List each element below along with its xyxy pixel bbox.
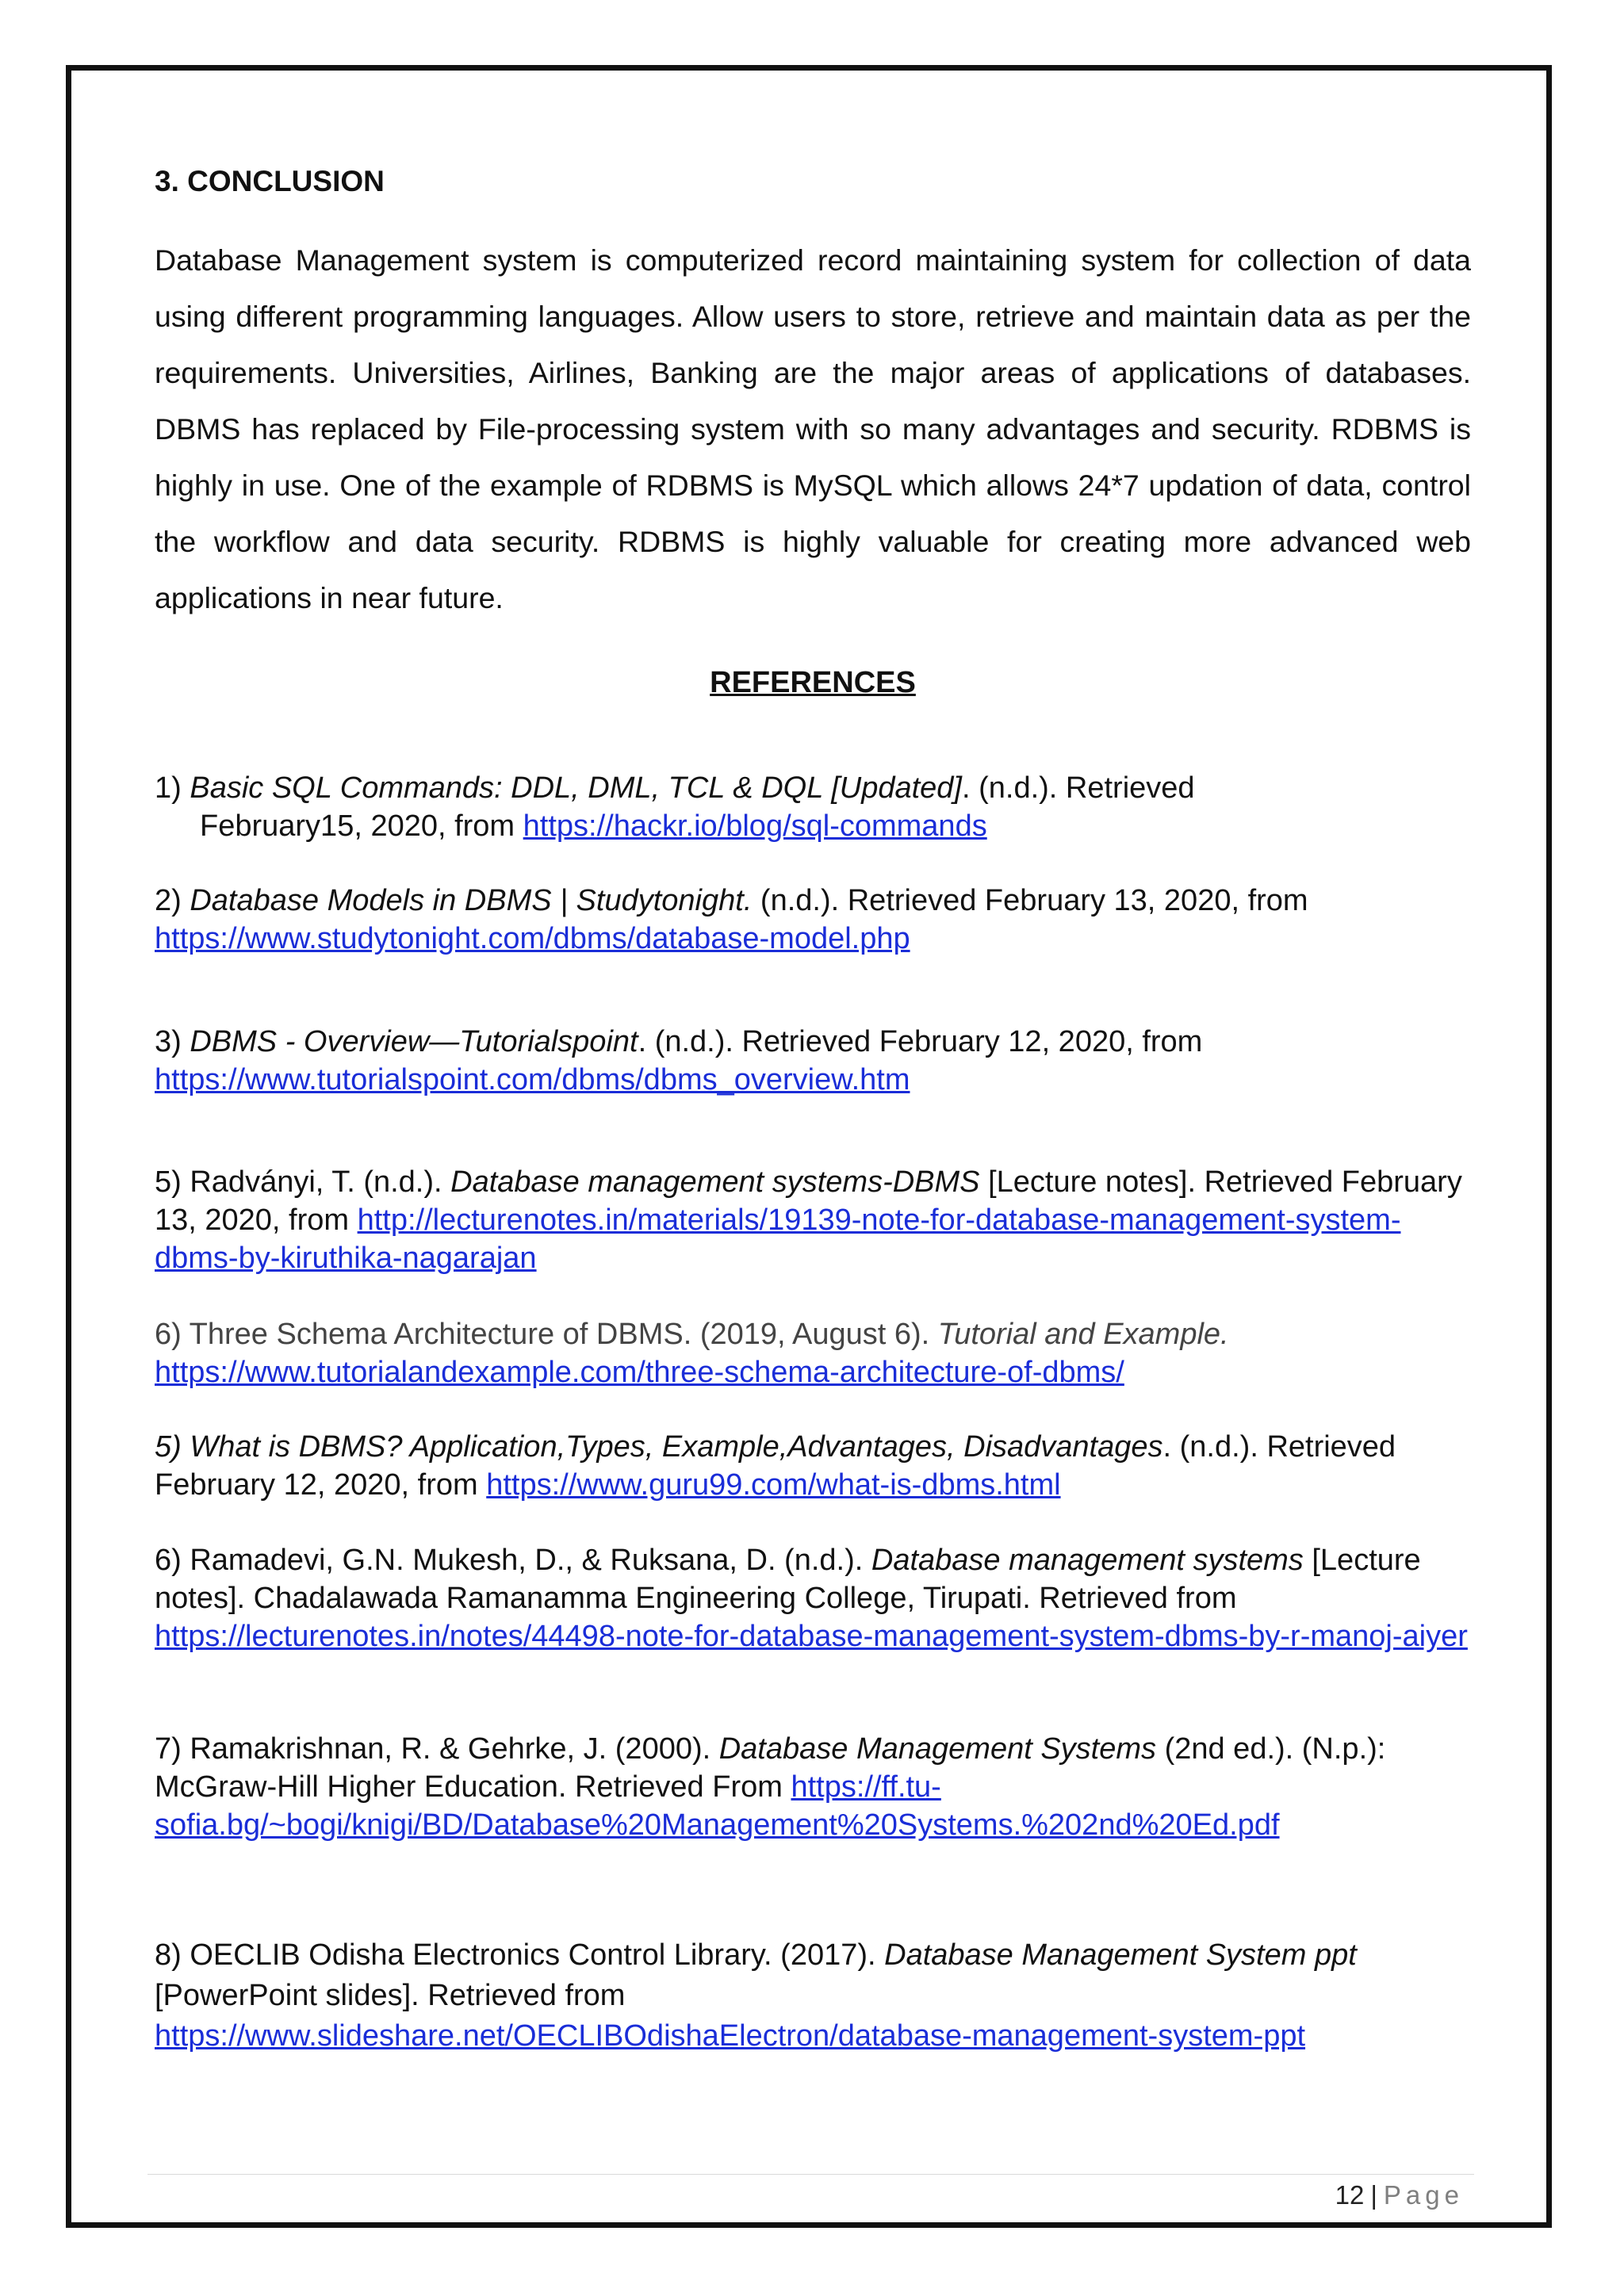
reference-link[interactable]: https://lecturenotes.in/notes/44498-note-for-database-management-system-dbms-by-r-manoj-aiyer xyxy=(155,1620,1468,1653)
page-number: 12 xyxy=(1335,2180,1365,2210)
footer-divider xyxy=(147,2174,1474,2175)
reference-item: 6) Three Schema Architecture of DBMS. (2019, August 6). Tutorial and Example. https://www.tutorialandexample.com/three-schema-architecture-of-dbms/ xyxy=(155,1318,1229,1389)
conclusion-paragraph: Database Management system is computerized record maintaining system for collection of data using different programming languages. Allow users to store, retrieve and maintain data as per the requirements. Universities, Airlines, Banking are the major areas of applications of databases. DBMS has replaced by File-processing system with so many advantages and security. RDBMS is highly in use. One of the example of RDBMS is MySQL which allows 24*7 updation of data, control the workflow and data security. RDBMS is highly valuable for creating more advanced web applications in near future. xyxy=(155,243,1471,614)
page-label: Page xyxy=(1383,2180,1464,2210)
reference-item: 5) What is DBMS? Application,Types, Example,Advantages, Disadvantages. (n.d.). Retrieved February 12, 2020, from https://www.guru99.com/what-is-dbms.html xyxy=(155,1430,1396,1502)
reference-item: 5) Radványi, T. (n.d.). Database management systems-DBMS [Lecture notes]. Retrieved February 13, 2020, from http://lecturenotes.in/materials/19139-note-for-database-management-system-dbms-by-kiruthika-nagarajan xyxy=(155,1165,1462,1275)
reference-item: 8) OECLIB Odisha Electronics Control Library. (2017). Database Management System ppt [PowerPoint slides]. Retrieved from https://www.slideshare.net/OECLIBOdishaElectron/database-management-system-ppt xyxy=(155,1938,1357,2053)
reference-link[interactable]: https://www.tutorialspoint.com/dbms/dbms_overview.htm xyxy=(155,1063,910,1096)
reference-link[interactable]: https://www.tutorialandexample.com/three-schema-architecture-of-dbms/ xyxy=(155,1356,1124,1389)
reference-link[interactable]: https://www.guru99.com/what-is-dbms.html xyxy=(486,1468,1061,1502)
reference-link[interactable]: https://www.studytonight.com/dbms/database-model.php xyxy=(155,922,910,955)
reference-item: 7) Ramakrishnan, R. & Gehrke, J. (2000). Database Management Systems (2nd ed.). (N.p.): McGraw-Hill Higher Education. Retrieved From https://ff.tu-sofia.bg/~bogi/knigi/BD/Database%20Management%20Systems.%202nd%20Ed.pdf xyxy=(155,1732,1386,1842)
reference-link[interactable]: https://ff.tu-sofia.bg/~bogi/knigi/BD/Database%20Management%20Systems.%202nd%20Ed.pdf xyxy=(155,1770,1280,1842)
footer-separator: | xyxy=(1370,2180,1377,2210)
reference-item: 1) Basic SQL Commands: DDL, DML, TCL & DQL [Updated]. (n.d.). Retrieved February15, 2020, from https://hackr.io/blog/sql-commands xyxy=(155,771,1195,843)
reference-link[interactable]: http://lecturenotes.in/materials/19139-note-for-database-management-system-dbms-by-kiruthika-nagarajan xyxy=(155,1203,1401,1275)
reference-item: 3) DBMS - Overview—Tutorialspoint. (n.d.). Retrieved February 12, 2020, from https://www.tutorialspoint.com/dbms/dbms_overview.htm xyxy=(155,1025,1203,1096)
section-heading: 3. CONCLUSION xyxy=(155,165,385,197)
reference-item: 6) Ramadevi, G.N. Mukesh, D., & Ruksana, D. (n.d.). Database management systems [Lecture notes]. Chadalawada Ramanamma Engineering College, Tirupati. Retrieved from https://lecturenotes.in/notes/44498-note-for-database-management-system-dbms-by-r-manoj-aiyer xyxy=(155,1544,1468,1653)
page-footer xyxy=(1335,2180,1464,2210)
references-title: REFERENCES xyxy=(710,666,916,699)
reference-item: 2) Database Models in DBMS | Studytonight. (n.d.). Retrieved February 13, 2020, from https://www.studytonight.com/dbms/database-model.php xyxy=(155,884,1308,955)
reference-link[interactable]: https://hackr.io/blog/sql-commands xyxy=(523,809,987,843)
reference-link[interactable]: https://www.slideshare.net/OECLIBOdishaElectron/database-management-system-ppt xyxy=(155,2019,1306,2053)
